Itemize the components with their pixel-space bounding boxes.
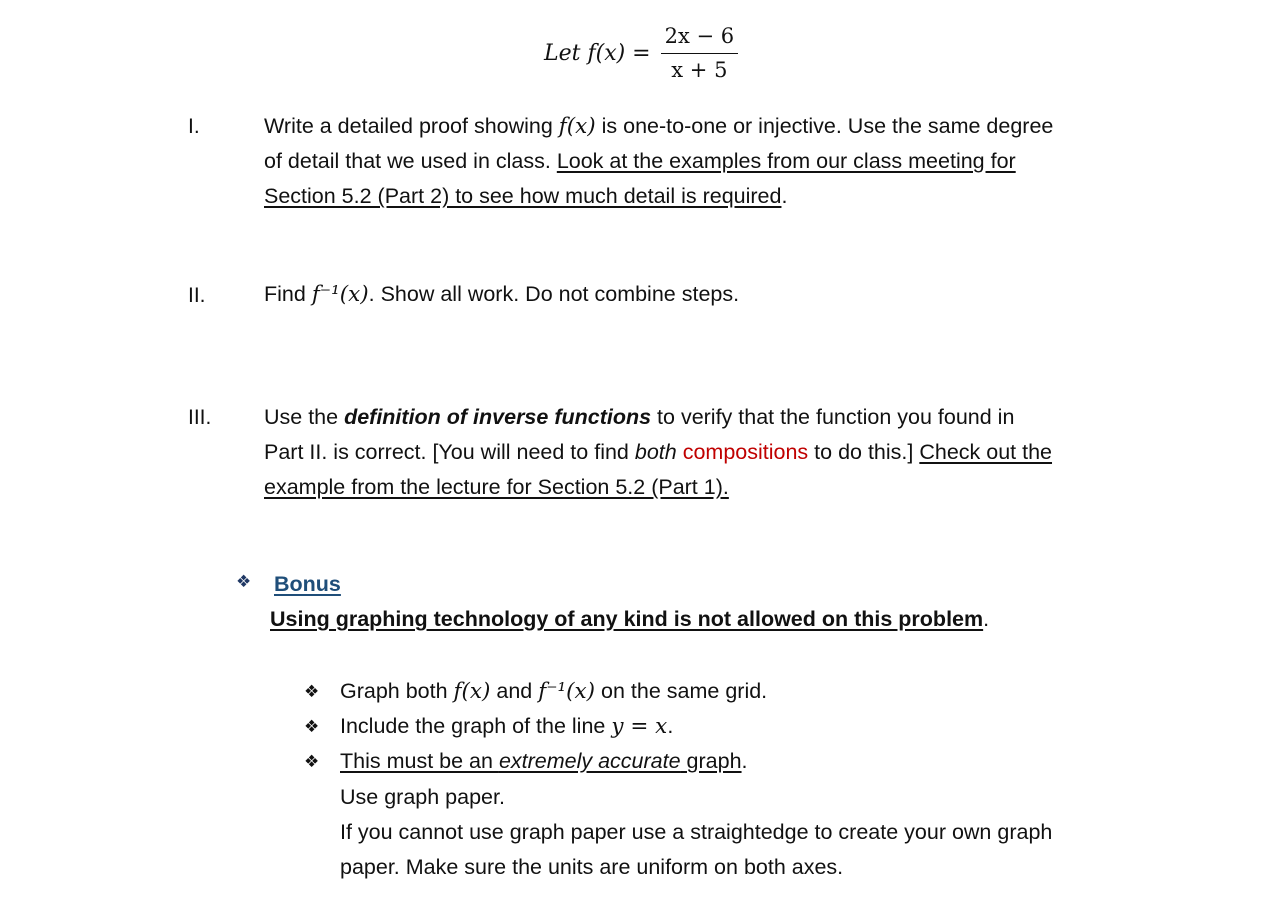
fraction-denominator: x + 5	[671, 58, 728, 82]
fx-math: f(x)	[453, 679, 491, 704]
problem-2-line	[264, 282, 739, 307]
period: .	[667, 714, 674, 738]
problem-1-numeral: I.	[188, 115, 200, 138]
period: .	[781, 184, 788, 208]
inverse-math: f⁻¹(x)	[538, 679, 596, 704]
bonus-item-2	[340, 714, 673, 739]
examples-reference: Look at the examples from our class meeting for	[556, 149, 1016, 173]
lecture-reference: example from the lecture for Section 5.2 (Part 1).	[264, 475, 729, 499]
function-definition	[544, 18, 738, 88]
problem-1-line-1	[264, 114, 1053, 139]
both-emphasis: both	[634, 440, 677, 464]
period: .	[983, 607, 990, 631]
definition-emphasis: definition of inverse functions	[344, 405, 652, 429]
inverse-math: f⁻¹(x)	[311, 282, 369, 307]
problem-2-text: . Show all work. Do not combine steps.	[368, 282, 740, 306]
line-equation-math: y = x	[611, 714, 668, 739]
problem-3-text: Use the	[264, 405, 345, 429]
item-1-text-end: on the same grid.	[595, 679, 768, 703]
problem-1-line-2	[264, 149, 1016, 174]
straightedge-note-line-1: If you cannot use graph paper use a straightedge to create your own graph	[340, 820, 1053, 844]
problem-3-numeral: III.	[188, 406, 212, 429]
problem-3-line-2	[264, 440, 1052, 465]
item-1-bullet-icon: ❖	[304, 682, 320, 701]
graph-paper-note: Use graph paper.	[340, 785, 505, 809]
compositions-term: compositions	[682, 440, 809, 464]
bonus-title	[274, 572, 341, 597]
problem-3-line-3	[264, 475, 729, 500]
fx-math: f(x)	[558, 114, 596, 139]
item-2-text: Include the graph of the line	[340, 714, 612, 738]
item-3-bullet-icon: ❖	[304, 752, 320, 771]
item-1-text: Graph both	[340, 679, 454, 703]
fraction	[661, 24, 739, 82]
problem-3-text-3: to do this.]	[808, 440, 920, 464]
problem-1-line-3	[264, 184, 787, 209]
bonus-item-1	[340, 679, 767, 704]
problem-1-text: Write a detailed proof showing	[264, 114, 559, 138]
bonus-item-3	[340, 749, 748, 774]
problem-1-text-plain: of detail that we used in class.	[264, 149, 557, 173]
bonus-title-text: Bonus	[274, 572, 341, 596]
check-out-reference: Check out the	[919, 440, 1053, 464]
straightedge-note-line-2: paper. Make sure the units are uniform on both axes.	[340, 855, 844, 879]
section-reference: Section 5.2 (Part 2) to see how much detail is required	[264, 184, 782, 208]
problem-3-text-2: Part II. is correct. [You will need to find	[264, 440, 635, 464]
bonus-warning	[270, 607, 989, 632]
item-1-and: and	[490, 679, 539, 703]
find-label: Find	[264, 282, 312, 306]
problem-2-numeral: II.	[188, 284, 206, 307]
item-2-bullet-icon: ❖	[304, 717, 320, 736]
item-3-text: This must be an	[340, 749, 499, 773]
accuracy-emphasis: extremely accurate	[498, 749, 681, 773]
bonus-warning-text: Using graphing technology of any kind is not allowed on this problem	[270, 607, 984, 631]
bonus-bullet-icon: ❖	[236, 572, 252, 591]
period: .	[741, 749, 748, 773]
problem-3-text-cont: to verify that the function you found in	[651, 405, 1015, 429]
problem-1-text-cont: is one-to-one or injective. Use the same degree	[595, 114, 1054, 138]
let-label: Let f(x) =	[544, 40, 651, 66]
problem-3-line-1	[264, 405, 1014, 430]
fraction-bar	[661, 53, 739, 54]
fraction-numerator: 2x − 6	[664, 24, 735, 48]
item-3-text-end: graph	[680, 749, 742, 773]
